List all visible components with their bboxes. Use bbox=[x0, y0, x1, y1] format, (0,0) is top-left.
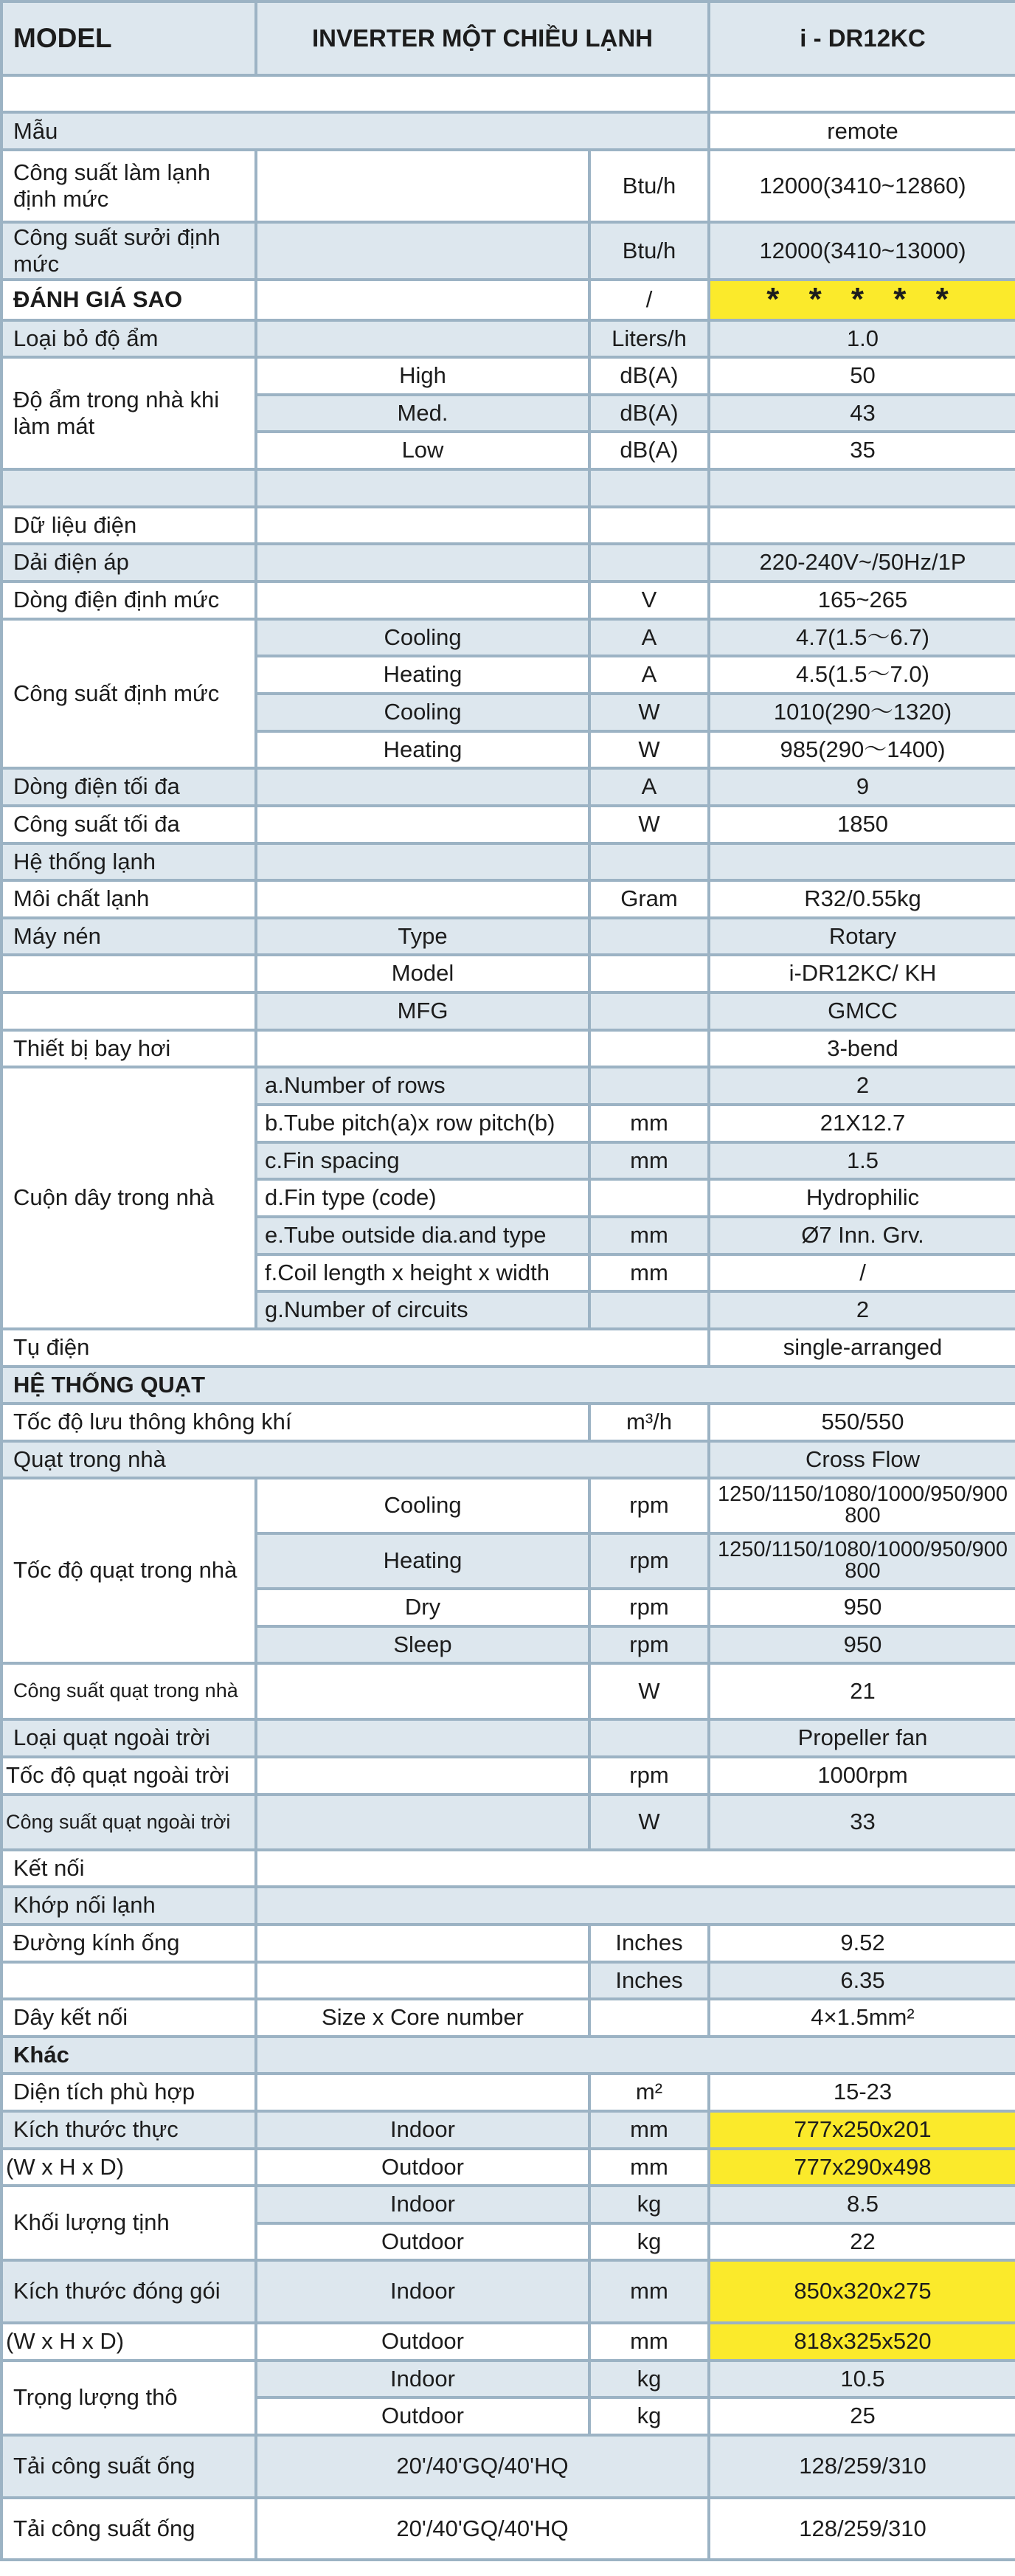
toc-do-quat-value: 1250/1150/1080/1000/950/900 800 bbox=[709, 1478, 1015, 1533]
cs-quat-ngoai-unit: W bbox=[589, 1795, 709, 1850]
bo-do-am-label: Loại bỏ độ ẩm bbox=[1, 320, 256, 357]
star-rating: * * * * * bbox=[709, 280, 1015, 320]
kich-thuoc-dong-goi-label: Kích thước đóng gói bbox=[1, 2260, 256, 2323]
cs-dinh-muc-value: 4.7(1.5～6.7) bbox=[709, 619, 1015, 656]
coil-spec-unit: mm bbox=[589, 1217, 709, 1254]
toc-do-quat-unit: rpm bbox=[589, 1626, 709, 1663]
coil-spec-name: a.Number of rows bbox=[256, 1067, 589, 1105]
dien-tich-label: Diện tích phù hợp bbox=[1, 2073, 256, 2111]
cs-dinh-muc-value: 4.5(1.5～7.0) bbox=[709, 656, 1015, 694]
moi-chat-lanh-unit: Gram bbox=[589, 880, 709, 918]
empty-cell bbox=[256, 1887, 1015, 1924]
spacer-cell bbox=[709, 75, 1015, 112]
empty-cell bbox=[256, 880, 589, 918]
khac-label: Khác bbox=[1, 2037, 256, 2073]
do-am-unit: dB(A) bbox=[589, 395, 709, 432]
coil-spec-name: g.Number of circuits bbox=[256, 1291, 589, 1329]
do-am-value: 35 bbox=[709, 432, 1015, 469]
empty-cell bbox=[256, 806, 589, 843]
toc-do-luu-thong-value: 550/550 bbox=[709, 1403, 1015, 1441]
do-am-mode: High bbox=[256, 357, 589, 395]
cs-dinh-muc-mode: Cooling bbox=[256, 619, 589, 656]
loai-quat-ngoai-value: Propeller fan bbox=[709, 1719, 1015, 1757]
tai-cs-ong-spec: 20'/40'GQ/40'HQ bbox=[256, 2498, 709, 2560]
cs-toi-da-value: 1850 bbox=[709, 806, 1015, 843]
kich-thuoc-thuc-unit: mm bbox=[589, 2149, 709, 2186]
coil-spec-name: f.Coil length x height x width bbox=[256, 1254, 589, 1291]
khoi-luong-tinh-unit: kg bbox=[589, 2223, 709, 2260]
khop-noi-lanh-label: Khớp nối lạnh bbox=[1, 1887, 256, 1924]
do-am-unit: dB(A) bbox=[589, 432, 709, 469]
khoi-luong-tinh-indoor-value: 8.5 bbox=[709, 2186, 1015, 2223]
empty-cell bbox=[589, 918, 709, 955]
day-ket-noi-spec: Size x Core number bbox=[256, 1999, 589, 2037]
tai-cs-ong-value: 128/259/310 bbox=[709, 2498, 1015, 2560]
toc-do-quat-label: Tốc độ quạt trong nhà bbox=[1, 1478, 256, 1663]
cs-dinh-muc-mode: Cooling bbox=[256, 694, 589, 731]
duong-kinh-ong-value: 9.52 bbox=[709, 1924, 1015, 1962]
cs-dinh-muc-unit: A bbox=[589, 619, 709, 656]
trong-luong-tho-unit: kg bbox=[589, 2397, 709, 2435]
empty-cell bbox=[256, 843, 589, 880]
empty-cell bbox=[1, 992, 256, 1030]
cs-dinh-muc-unit: W bbox=[589, 731, 709, 768]
empty-cell bbox=[256, 581, 589, 619]
cs-suoi-unit: Btu/h bbox=[589, 222, 709, 280]
duong-kinh-ong-unit: Inches bbox=[589, 1962, 709, 1999]
empty-cell bbox=[256, 507, 589, 544]
empty-cell bbox=[709, 469, 1015, 507]
mau-value: remote bbox=[709, 112, 1015, 150]
cs-lam-lanh-value: 12000(3410~12860) bbox=[709, 150, 1015, 222]
empty-cell bbox=[589, 955, 709, 992]
he-thong-quat-label: HỆ THỐNG QUẠT bbox=[1, 1367, 1015, 1403]
type-label: INVERTER MỘT CHIỀU LẠNH bbox=[256, 1, 709, 75]
coil-spec-value: 2 bbox=[709, 1067, 1015, 1105]
thiet-bi-bay-hoi-label: Thiết bị bay hơi bbox=[1, 1030, 256, 1067]
spacer-row bbox=[1, 75, 709, 112]
kich-thuoc-dong-goi-whd: (W x H x D) bbox=[1, 2323, 256, 2361]
empty-cell bbox=[256, 544, 589, 581]
kich-thuoc-dong-goi-unit: mm bbox=[589, 2323, 709, 2361]
khoi-luong-tinh-outdoor-value: 22 bbox=[709, 2223, 1015, 2260]
may-nen-type-label: Type bbox=[256, 918, 589, 955]
kich-thuoc-thuc-whd: (W x H x D) bbox=[1, 2149, 256, 2186]
bo-do-am-unit: Liters/h bbox=[589, 320, 709, 357]
do-am-unit: dB(A) bbox=[589, 357, 709, 395]
dai-dien-ap-value: 220-240V~/50Hz/1P bbox=[709, 544, 1015, 581]
toc-do-quat-mode: Dry bbox=[256, 1589, 589, 1626]
danh-gia-sao-label: ĐÁNH GIÁ SAO bbox=[1, 280, 256, 320]
may-nen-mfg-label: MFG bbox=[256, 992, 589, 1030]
toc-do-quat-mode: Cooling bbox=[256, 1478, 589, 1533]
cs-suoi-label: Công suất sưởi định mức bbox=[1, 222, 256, 280]
cs-dinh-muc-label: Công suất định mức bbox=[1, 619, 256, 768]
model-code: i - DR12KC bbox=[709, 1, 1015, 75]
tu-dien-value: single-arranged bbox=[709, 1329, 1015, 1367]
day-ket-noi-label: Dây kết nối bbox=[1, 1999, 256, 2037]
dong-dien-toi-da-unit: A bbox=[589, 768, 709, 806]
toc-do-quat-value: 950 bbox=[709, 1589, 1015, 1626]
empty-cell bbox=[589, 507, 709, 544]
cs-dinh-muc-value: 1010(290～1320) bbox=[709, 694, 1015, 731]
he-thong-lanh-label: Hệ thống lạnh bbox=[1, 843, 256, 880]
empty-cell bbox=[256, 1757, 589, 1795]
empty-cell bbox=[256, 2073, 589, 2111]
toc-do-luu-thong-label: Tốc độ lưu thông không khí bbox=[1, 1403, 589, 1441]
ket-noi-label: Kết nối bbox=[1, 1850, 256, 1887]
dong-dien-dm-label: Dòng điện định mức bbox=[1, 581, 256, 619]
toc-do-quat-mode: Heating bbox=[256, 1533, 589, 1589]
empty-cell bbox=[256, 1850, 1015, 1887]
cuon-day-label: Cuộn dây trong nhà bbox=[1, 1067, 256, 1329]
empty-cell bbox=[709, 843, 1015, 880]
empty-cell bbox=[1, 469, 256, 507]
cs-quat-trong-nha-value: 21 bbox=[709, 1663, 1015, 1719]
duong-kinh-ong-value: 6.35 bbox=[709, 1962, 1015, 1999]
toc-do-quat-unit: rpm bbox=[589, 1533, 709, 1589]
toc-do-quat-ngoai-unit: rpm bbox=[589, 1757, 709, 1795]
kich-thuoc-thuc-outdoor-value: 777x290x498 bbox=[709, 2149, 1015, 2186]
do-am-mode: Med. bbox=[256, 395, 589, 432]
coil-spec-name: e.Tube outside dia.and type bbox=[256, 1217, 589, 1254]
may-nen-model-label: Model bbox=[256, 955, 589, 992]
trong-luong-tho-label: Trọng lượng thô bbox=[1, 2361, 256, 2435]
coil-spec-value: Hydrophilic bbox=[709, 1179, 1015, 1217]
toc-do-quat-value: 950 bbox=[709, 1626, 1015, 1663]
coil-spec-value: / bbox=[709, 1254, 1015, 1291]
do-am-value: 50 bbox=[709, 357, 1015, 395]
may-nen-type-value: Rotary bbox=[709, 918, 1015, 955]
coil-spec-unit bbox=[589, 1179, 709, 1217]
outdoor-label: Outdoor bbox=[256, 2149, 589, 2186]
day-ket-noi-value: 4×1.5mm² bbox=[709, 1999, 1015, 2037]
empty-cell bbox=[256, 222, 589, 280]
kich-thuoc-thuc-label: Kích thước thực bbox=[1, 2111, 256, 2149]
coil-spec-name: c.Fin spacing bbox=[256, 1142, 589, 1179]
indoor-label: Indoor bbox=[256, 2361, 589, 2397]
empty-cell bbox=[589, 1999, 709, 2037]
do-am-value: 43 bbox=[709, 395, 1015, 432]
empty-cell bbox=[589, 544, 709, 581]
dong-dien-toi-da-value: 9 bbox=[709, 768, 1015, 806]
empty-cell bbox=[256, 1962, 589, 1999]
kich-thuoc-dong-goi-unit: mm bbox=[589, 2260, 709, 2323]
cs-suoi-value: 12000(3410~13000) bbox=[709, 222, 1015, 280]
mau-label: Mẫu bbox=[1, 112, 709, 150]
moi-chat-lanh-value: R32/0.55kg bbox=[709, 880, 1015, 918]
toc-do-quat-unit: rpm bbox=[589, 1589, 709, 1626]
dien-tich-value: 15-23 bbox=[709, 2073, 1015, 2111]
duong-kinh-ong-label: Đường kính ống bbox=[1, 1924, 256, 1962]
coil-spec-value: Ø7 Inn. Grv. bbox=[709, 1217, 1015, 1254]
cs-quat-ngoai-value: 33 bbox=[709, 1795, 1015, 1850]
dong-dien-dm-value: 165~265 bbox=[709, 581, 1015, 619]
empty-cell bbox=[256, 1030, 589, 1067]
loai-quat-ngoai-label: Loại quạt ngoài trời bbox=[1, 1719, 256, 1757]
coil-spec-unit: mm bbox=[589, 1105, 709, 1142]
kich-thuoc-thuc-unit: mm bbox=[589, 2111, 709, 2149]
khoi-luong-tinh-unit: kg bbox=[589, 2186, 709, 2223]
bo-do-am-value: 1.0 bbox=[709, 320, 1015, 357]
cs-quat-ngoai-label: Công suất quạt ngoài trời bbox=[1, 1795, 256, 1850]
coil-spec-value: 2 bbox=[709, 1291, 1015, 1329]
empty-cell bbox=[256, 1663, 589, 1719]
coil-spec-unit bbox=[589, 1291, 709, 1329]
khoi-luong-tinh-label: Khối lượng tịnh bbox=[1, 2186, 256, 2260]
dai-dien-ap-label: Dải điện áp bbox=[1, 544, 256, 581]
empty-cell bbox=[1, 1962, 256, 1999]
kich-thuoc-thuc-indoor-value: 777x250x201 bbox=[709, 2111, 1015, 2149]
kich-thuoc-dong-goi-outdoor-value: 818x325x520 bbox=[709, 2323, 1015, 2361]
may-nen-model-value: i-DR12KC/ KH bbox=[709, 955, 1015, 992]
danh-gia-sao-unit: / bbox=[589, 280, 709, 320]
may-nen-label: Máy nén bbox=[1, 918, 256, 955]
thiet-bi-bay-hoi-value: 3-bend bbox=[709, 1030, 1015, 1067]
trong-luong-tho-unit: kg bbox=[589, 2361, 709, 2397]
cs-quat-trong-nha-label: Công suất quạt trong nhà bbox=[1, 1663, 256, 1719]
moi-chat-lanh-label: Môi chất lạnh bbox=[1, 880, 256, 918]
cs-lam-lanh-label: Công suất làm lạnh định mức bbox=[1, 150, 256, 222]
empty-cell bbox=[589, 469, 709, 507]
coil-spec-unit: mm bbox=[589, 1142, 709, 1179]
cs-dinh-muc-mode: Heating bbox=[256, 731, 589, 768]
cs-dinh-muc-unit: W bbox=[589, 694, 709, 731]
tai-cs-ong-label: Tải công suất ống bbox=[1, 2435, 256, 2498]
empty-cell bbox=[256, 469, 589, 507]
toc-do-quat-unit: rpm bbox=[589, 1478, 709, 1533]
coil-spec-unit: mm bbox=[589, 1254, 709, 1291]
may-nen-mfg-value: GMCC bbox=[709, 992, 1015, 1030]
cs-dinh-muc-mode: Heating bbox=[256, 656, 589, 694]
indoor-label: Indoor bbox=[256, 2260, 589, 2323]
cs-dinh-muc-value: 985(290～1400) bbox=[709, 731, 1015, 768]
toc-do-quat-mode: Sleep bbox=[256, 1626, 589, 1663]
cs-toi-da-unit: W bbox=[589, 806, 709, 843]
empty-cell bbox=[709, 507, 1015, 544]
tai-cs-ong-spec: 20'/40'GQ/40'HQ bbox=[256, 2435, 709, 2498]
coil-spec-unit bbox=[589, 1067, 709, 1105]
tai-cs-ong-value: 128/259/310 bbox=[709, 2435, 1015, 2498]
tai-cs-ong-label: Tải công suất ống bbox=[1, 2498, 256, 2560]
trong-luong-tho-outdoor-value: 25 bbox=[709, 2397, 1015, 2435]
dong-dien-dm-unit: V bbox=[589, 581, 709, 619]
toc-do-luu-thong-unit: m³/h bbox=[589, 1403, 709, 1441]
dien-tich-unit: m² bbox=[589, 2073, 709, 2111]
empty-cell bbox=[256, 1719, 589, 1757]
tu-dien-label: Tụ điện bbox=[1, 1329, 709, 1367]
outdoor-label: Outdoor bbox=[256, 2397, 589, 2435]
cs-toi-da-label: Công suất tối đa bbox=[1, 806, 256, 843]
empty-cell bbox=[589, 992, 709, 1030]
empty-cell bbox=[589, 1719, 709, 1757]
empty-cell bbox=[256, 1924, 589, 1962]
cs-quat-trong-nha-unit: W bbox=[589, 1663, 709, 1719]
toc-do-quat-ngoai-label: Tốc độ quạt ngoài trời bbox=[1, 1757, 256, 1795]
outdoor-label: Outdoor bbox=[256, 2323, 589, 2361]
duong-kinh-ong-unit: Inches bbox=[589, 1924, 709, 1962]
empty-cell bbox=[256, 150, 589, 222]
coil-spec-name: d.Fin type (code) bbox=[256, 1179, 589, 1217]
kich-thuoc-dong-goi-indoor-value: 850x320x275 bbox=[709, 2260, 1015, 2323]
empty-cell bbox=[256, 280, 589, 320]
model-label: MODEL bbox=[1, 1, 256, 75]
empty-cell bbox=[1, 955, 256, 992]
empty-cell bbox=[589, 843, 709, 880]
toc-do-quat-value: 1250/1150/1080/1000/950/900 800 bbox=[709, 1533, 1015, 1589]
du-lieu-dien-label: Dữ liệu điện bbox=[1, 507, 256, 544]
outdoor-label: Outdoor bbox=[256, 2223, 589, 2260]
quat-trong-nha-label: Quạt trong nhà bbox=[1, 1441, 709, 1478]
empty-cell bbox=[256, 1795, 589, 1850]
trong-luong-tho-indoor-value: 10.5 bbox=[709, 2361, 1015, 2397]
indoor-label: Indoor bbox=[256, 2111, 589, 2149]
empty-cell bbox=[256, 2037, 1015, 2073]
cs-dinh-muc-unit: A bbox=[589, 656, 709, 694]
coil-spec-value: 21X12.7 bbox=[709, 1105, 1015, 1142]
empty-cell bbox=[256, 320, 589, 357]
coil-spec-value: 1.5 bbox=[709, 1142, 1015, 1179]
dong-dien-toi-da-label: Dòng điện tối đa bbox=[1, 768, 256, 806]
indoor-label: Indoor bbox=[256, 2186, 589, 2223]
do-am-mode: Low bbox=[256, 432, 589, 469]
cs-lam-lanh-unit: Btu/h bbox=[589, 150, 709, 222]
toc-do-quat-ngoai-value: 1000rpm bbox=[709, 1757, 1015, 1795]
empty-cell bbox=[589, 1030, 709, 1067]
empty-cell bbox=[256, 768, 589, 806]
quat-trong-nha-value: Cross Flow bbox=[709, 1441, 1015, 1478]
coil-spec-name: b.Tube pitch(a)x row pitch(b) bbox=[256, 1105, 589, 1142]
do-am-label: Độ ẩm trong nhà khi làm mát bbox=[1, 357, 256, 469]
